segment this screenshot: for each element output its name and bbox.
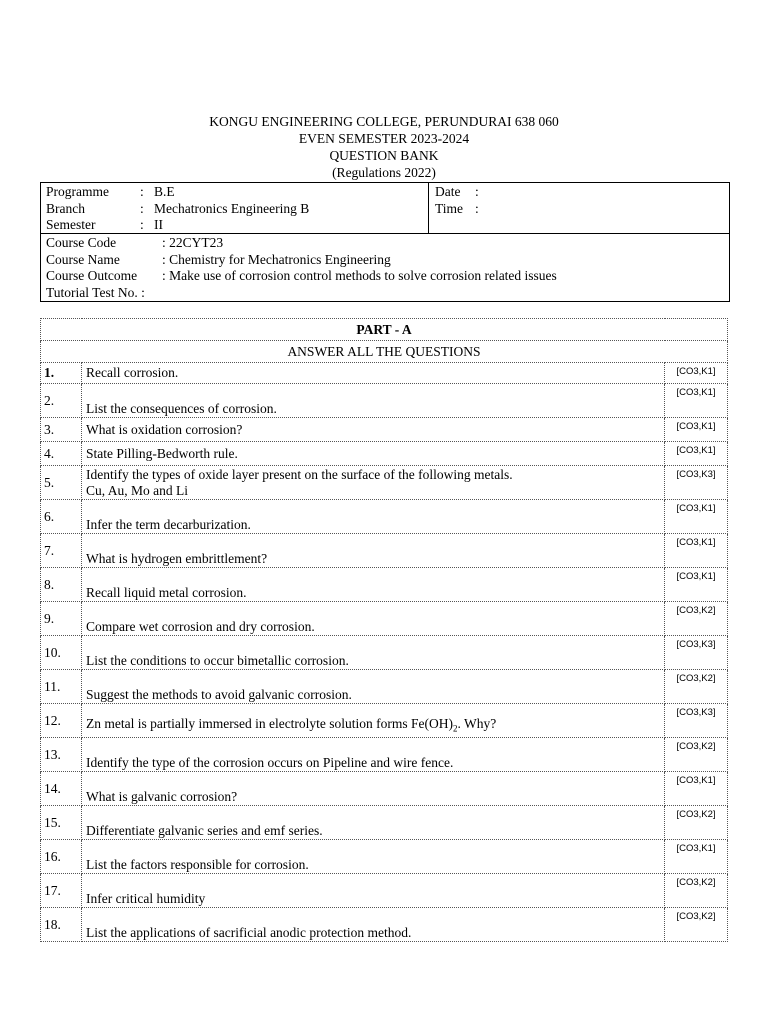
- course-name-label: Course Name: [46, 251, 120, 267]
- course-info-box: [40, 182, 730, 302]
- course-outcome-tag: [CO3,K2]: [665, 670, 728, 704]
- question-text: List the consequences of corrosion.: [82, 384, 665, 418]
- question-number: 5.: [41, 466, 82, 500]
- question-number: 16.: [41, 840, 82, 874]
- course-outcome-tag: [CO3,K1]: [665, 840, 728, 874]
- document-header: [0, 113, 768, 181]
- question-number: 13.: [41, 738, 82, 772]
- question-row: [41, 840, 728, 874]
- question-row: [41, 602, 728, 636]
- question-row: [41, 636, 728, 670]
- programme-value: B.E: [154, 184, 175, 199]
- course-outcome-tag: [CO3,K1]: [665, 418, 728, 442]
- course-code-value: 22CYT23: [169, 235, 224, 250]
- semester-label: Semester: [46, 217, 96, 232]
- question-text: List the applications of sacrificial anodic protection method.: [82, 908, 665, 942]
- college-name: KONGU ENGINEERING COLLEGE, PERUNDURAI 638 060: [209, 114, 559, 129]
- question-text: Compare wet corrosion and dry corrosion.: [82, 602, 665, 636]
- branch-label: Branch: [46, 200, 85, 216]
- part-instruction: ANSWER ALL THE QUESTIONS: [41, 341, 728, 363]
- date-row: Date :: [435, 184, 479, 199]
- course-outcome-tag: [CO3,K2]: [665, 908, 728, 942]
- question-text: List the conditions to occur bimetallic corrosion.: [82, 636, 665, 670]
- question-row: [41, 466, 728, 500]
- course-outcome-tag: [CO3,K1]: [665, 568, 728, 602]
- course-outcome-tag: [CO3,K1]: [665, 442, 728, 466]
- question-text: Suggest the methods to avoid galvanic corrosion.: [82, 670, 665, 704]
- tutorial-row: Tutorial Test No. :: [46, 284, 149, 300]
- question-text: What is galvanic corrosion?: [82, 772, 665, 806]
- question-number: 10.: [41, 636, 82, 670]
- course-outcome-tag: [CO3,K1]: [665, 363, 728, 384]
- question-text: Recall corrosion.: [82, 363, 665, 384]
- course-outcome-tag: [CO3,K1]: [665, 500, 728, 534]
- question-text: Infer the term decarburization.: [82, 500, 665, 534]
- course-outcome-tag: [CO3,K2]: [665, 738, 728, 772]
- question-text: Identify the types of oxide layer present on the surface of the following metals. Cu, Au, Mo and Li: [82, 466, 665, 500]
- question-text: What is hydrogen embrittlement?: [82, 534, 665, 568]
- course-outcome-value: Make use of corrosion control methods to solve corrosion related issues: [169, 268, 557, 283]
- question-text: List the factors responsible for corrosion.: [82, 840, 665, 874]
- question-row: [41, 534, 728, 568]
- question-row: [41, 874, 728, 908]
- branch-row: Branch : Mechatronics Engineering B: [46, 200, 310, 216]
- date-label: Date: [435, 184, 461, 199]
- questions-table: [40, 318, 728, 942]
- programme-row: Programme : B.E: [46, 184, 175, 199]
- question-row: [41, 704, 728, 738]
- question-number: 11.: [41, 670, 82, 704]
- semester-value: II: [154, 217, 163, 232]
- question-text: What is oxidation corrosion?: [82, 418, 665, 442]
- time-row: Time :: [435, 200, 479, 216]
- question-number: 4.: [41, 442, 82, 466]
- question-row: [41, 442, 728, 466]
- course-outcome-tag: [CO3,K3]: [665, 466, 728, 500]
- course-code-row: Course Code : 22CYT23: [46, 235, 224, 250]
- question-text: Differentiate galvanic series and emf series.: [82, 806, 665, 840]
- programme-label: Programme: [46, 184, 109, 199]
- semester-title: EVEN SEMESTER 2023-2024: [298, 131, 470, 146]
- question-number: 2.: [41, 384, 82, 418]
- question-row: [41, 806, 728, 840]
- question-number: 12.: [41, 704, 82, 738]
- question-text: Infer critical humidity: [82, 874, 665, 908]
- regulations: (Regulations 2022): [332, 165, 436, 180]
- course-name-value: Chemistry for Mechatronics Engineering: [169, 251, 391, 267]
- question-row: [41, 418, 728, 442]
- tutorial-label: Tutorial Test No.: [46, 284, 138, 300]
- question-row: [41, 363, 728, 384]
- course-name-row: Course Name : Chemistry for Mechatronics Engineering: [46, 251, 391, 267]
- question-number: 7.: [41, 534, 82, 568]
- question-number: 6.: [41, 500, 82, 534]
- question-row: [41, 568, 728, 602]
- course-outcome-tag: [CO3,K3]: [665, 636, 728, 670]
- question-text: Identify the type of the corrosion occurs on Pipeline and wire fence.: [82, 738, 665, 772]
- question-number: 3.: [41, 418, 82, 442]
- question-number: 14.: [41, 772, 82, 806]
- question-row: [41, 670, 728, 704]
- branch-value: Mechatronics Engineering B: [154, 200, 310, 216]
- course-outcome-tag: [CO3,K1]: [665, 534, 728, 568]
- question-row: [41, 384, 728, 418]
- question-row: [41, 908, 728, 942]
- course-code-label: Course Code: [46, 235, 117, 250]
- document-type: QUESTION BANK: [329, 148, 439, 163]
- course-outcome-tag: [CO3,K1]: [665, 772, 728, 806]
- question-row: [41, 738, 728, 772]
- course-outcome-tag: [CO3,K1]: [665, 384, 728, 418]
- course-outcome-tag: [CO3,K2]: [665, 602, 728, 636]
- question-row: [41, 772, 728, 806]
- time-label: Time: [435, 200, 464, 216]
- question-number: 17.: [41, 874, 82, 908]
- question-text: State Pilling-Bedworth rule.: [82, 442, 665, 466]
- question-number: 9.: [41, 602, 82, 636]
- question-text: Zn metal is partially immersed in electrolyte solution forms $Fe(OH)_2$. Why?: [82, 704, 665, 738]
- course-outcome-row: Course Outcome : Make use of corrosion control methods to solve corrosion related issues: [46, 268, 557, 283]
- course-outcome-tag: [CO3,K2]: [665, 874, 728, 908]
- question-text: Recall liquid metal corrosion.: [82, 568, 665, 602]
- semester-row: Semester : II: [46, 217, 163, 232]
- question-number: 8.: [41, 568, 82, 602]
- course-outcome-tag: [CO3,K2]: [665, 806, 728, 840]
- question-number: 15.: [41, 806, 82, 840]
- part-title: PART - A: [41, 319, 728, 341]
- course-outcome-label: Course Outcome: [46, 268, 138, 283]
- question-number: 1.: [41, 363, 82, 384]
- course-outcome-tag: [CO3,K3]: [665, 704, 728, 738]
- question-number: 18.: [41, 908, 82, 942]
- question-row: [41, 500, 728, 534]
